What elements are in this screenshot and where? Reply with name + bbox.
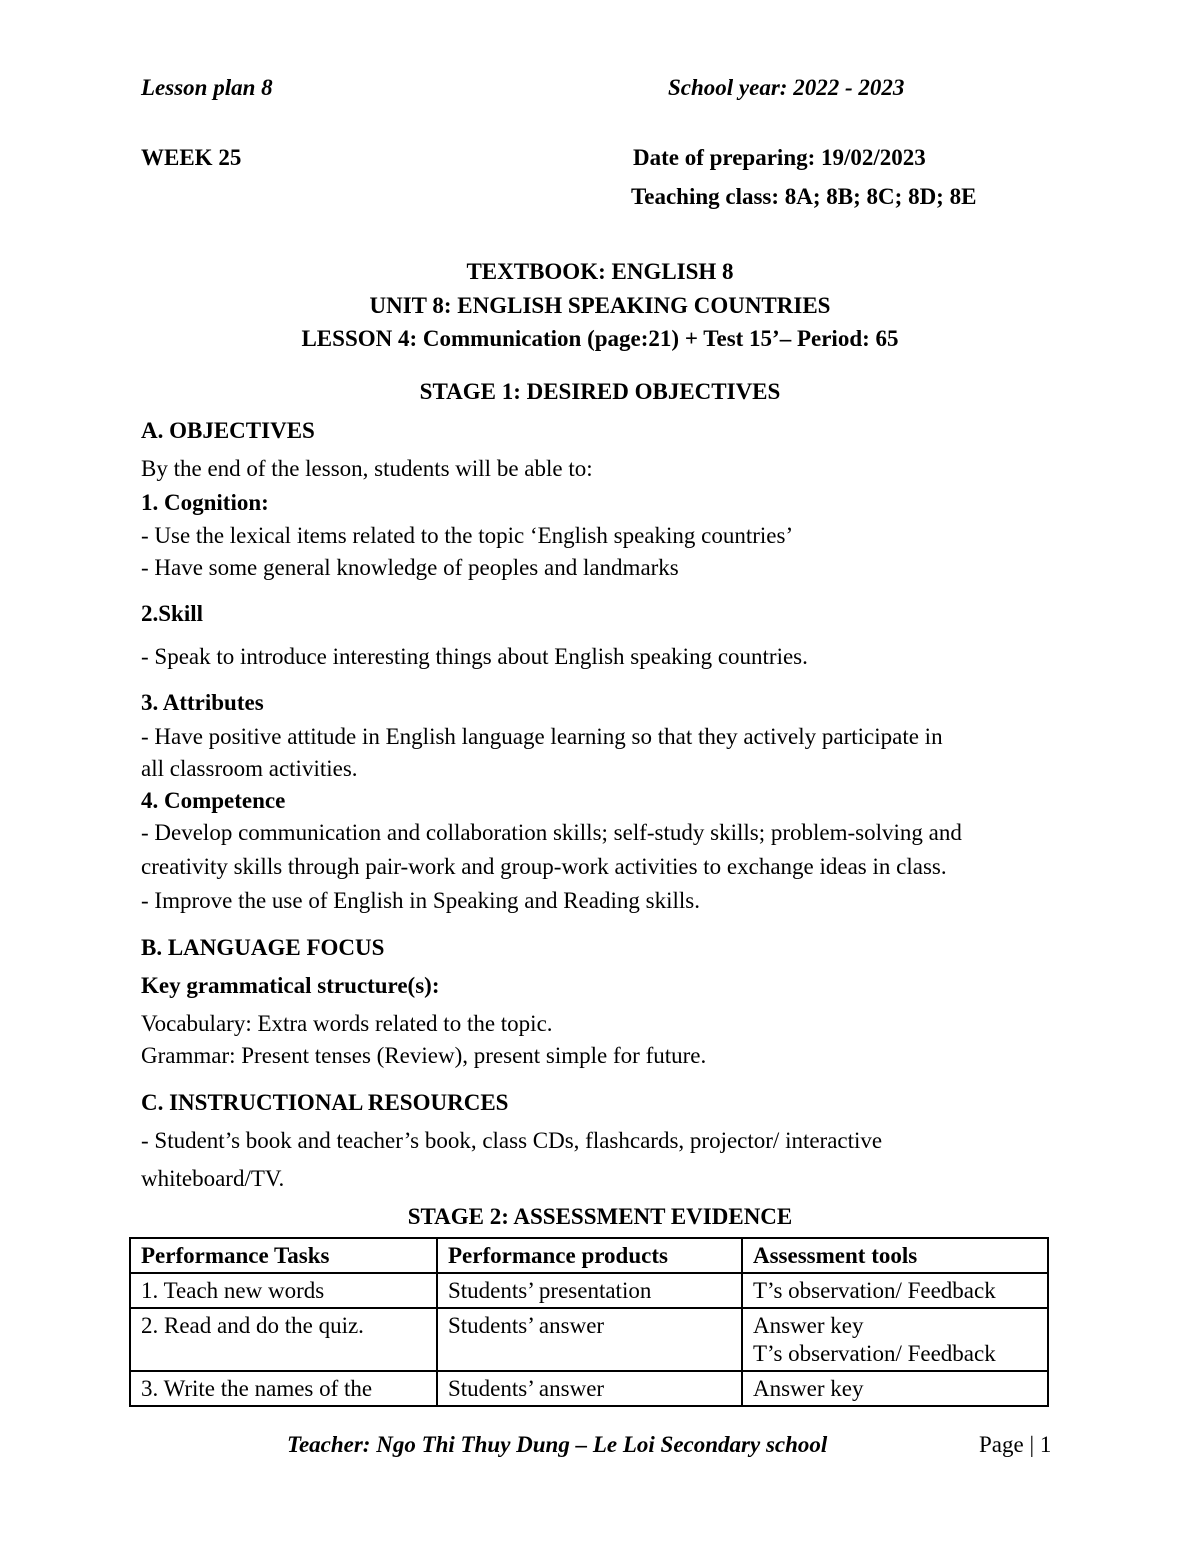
competence-item-cont: creativity skills through pair-work and group-work activities to exchange ideas in class. [141, 854, 947, 879]
column-header: Performance Tasks [130, 1238, 437, 1273]
resources-item-cont: whiteboard/TV. [141, 1166, 285, 1191]
attributes-item: - Have positive attitude in English language learning so that they actively participate in [141, 724, 943, 749]
skill-heading: 2.Skill [141, 601, 204, 626]
lesson-title: LESSON 4: Communication (page:21) + Test 15’– Period: 65 [301, 326, 899, 351]
cognition-heading: 1. Cognition: [141, 490, 269, 515]
table-cell: 3. Write the names of the [130, 1371, 437, 1406]
language-focus-heading: B. LANGUAGE FOCUS [141, 935, 385, 960]
cognition-item: - Have some general knowledge of peoples and landmarks [141, 555, 679, 580]
table-cell [742, 1308, 1048, 1371]
header-lesson-plan: Lesson plan 8 [141, 75, 273, 100]
table-cell: Students’ answer [437, 1371, 742, 1406]
table-cell: Answer key [742, 1371, 1048, 1406]
attributes-item-cont: all classroom activities. [141, 756, 358, 781]
cell-line: T’s observation/ Feedback [753, 1341, 996, 1366]
column-header: Assessment tools [742, 1238, 1048, 1273]
table-row [130, 1371, 1048, 1406]
attributes-heading: 3. Attributes [141, 690, 264, 715]
objectives-heading: A. OBJECTIVES [141, 418, 315, 443]
competence-heading: 4. Competence [141, 788, 286, 813]
table-cell: 1. Teach new words [130, 1273, 437, 1308]
date-of-preparing: Date of preparing: 19/02/2023 [633, 145, 926, 170]
table-row [130, 1308, 1048, 1371]
textbook-title: TEXTBOOK: ENGLISH 8 [466, 259, 734, 284]
cognition-item: - Use the lexical items related to the topic ‘English speaking countries’ [141, 523, 794, 548]
table-cell: T’s observation/ Feedback [742, 1273, 1048, 1308]
grammar-structures-heading: Key grammatical structure(s): [141, 973, 440, 998]
cell-line: Answer key [753, 1313, 864, 1338]
skill-item: - Speak to introduce interesting things about English speaking countries. [141, 644, 808, 669]
stage1-heading: STAGE 1: DESIRED OBJECTIVES [419, 379, 781, 404]
resources-heading: C. INSTRUCTIONAL RESOURCES [141, 1090, 509, 1115]
footer-teacher: Teacher: Ngo Thi Thuy Dung – Le Loi Secondary school [287, 1432, 828, 1457]
stage2-heading: STAGE 2: ASSESSMENT EVIDENCE [407, 1204, 793, 1229]
resources-item: - Student’s book and teacher’s book, class CDs, flashcards, projector/ interactive [141, 1128, 883, 1153]
competence-item: - Improve the use of English in Speaking and Reading skills. [141, 888, 700, 913]
objectives-intro: By the end of the lesson, students will be able to: [141, 456, 593, 481]
unit-title: UNIT 8: ENGLISH SPEAKING COUNTRIES [369, 293, 831, 318]
table-row [130, 1273, 1048, 1308]
grammar-line: Grammar: Present tenses (Review), present simple for future. [141, 1043, 707, 1068]
table-cell: Students’ presentation [437, 1273, 742, 1308]
header-school-year: School year: 2022 - 2023 [668, 75, 905, 100]
week-label: WEEK 25 [141, 145, 242, 170]
competence-item: - Develop communication and collaboration skills; self-study skills; problem-solving and [141, 820, 962, 845]
footer-page-number: Page | 1 [979, 1432, 1052, 1457]
vocabulary-line: Vocabulary: Extra words related to the topic. [141, 1011, 553, 1036]
teaching-class: Teaching class: 8A; 8B; 8C; 8D; 8E [631, 184, 977, 209]
table-header-row [130, 1238, 1048, 1273]
table-cell: 2. Read and do the quiz. [130, 1308, 437, 1371]
assessment-table [129, 1237, 1049, 1407]
column-header: Performance products [437, 1238, 742, 1273]
table-cell: Students’ answer [437, 1308, 742, 1371]
